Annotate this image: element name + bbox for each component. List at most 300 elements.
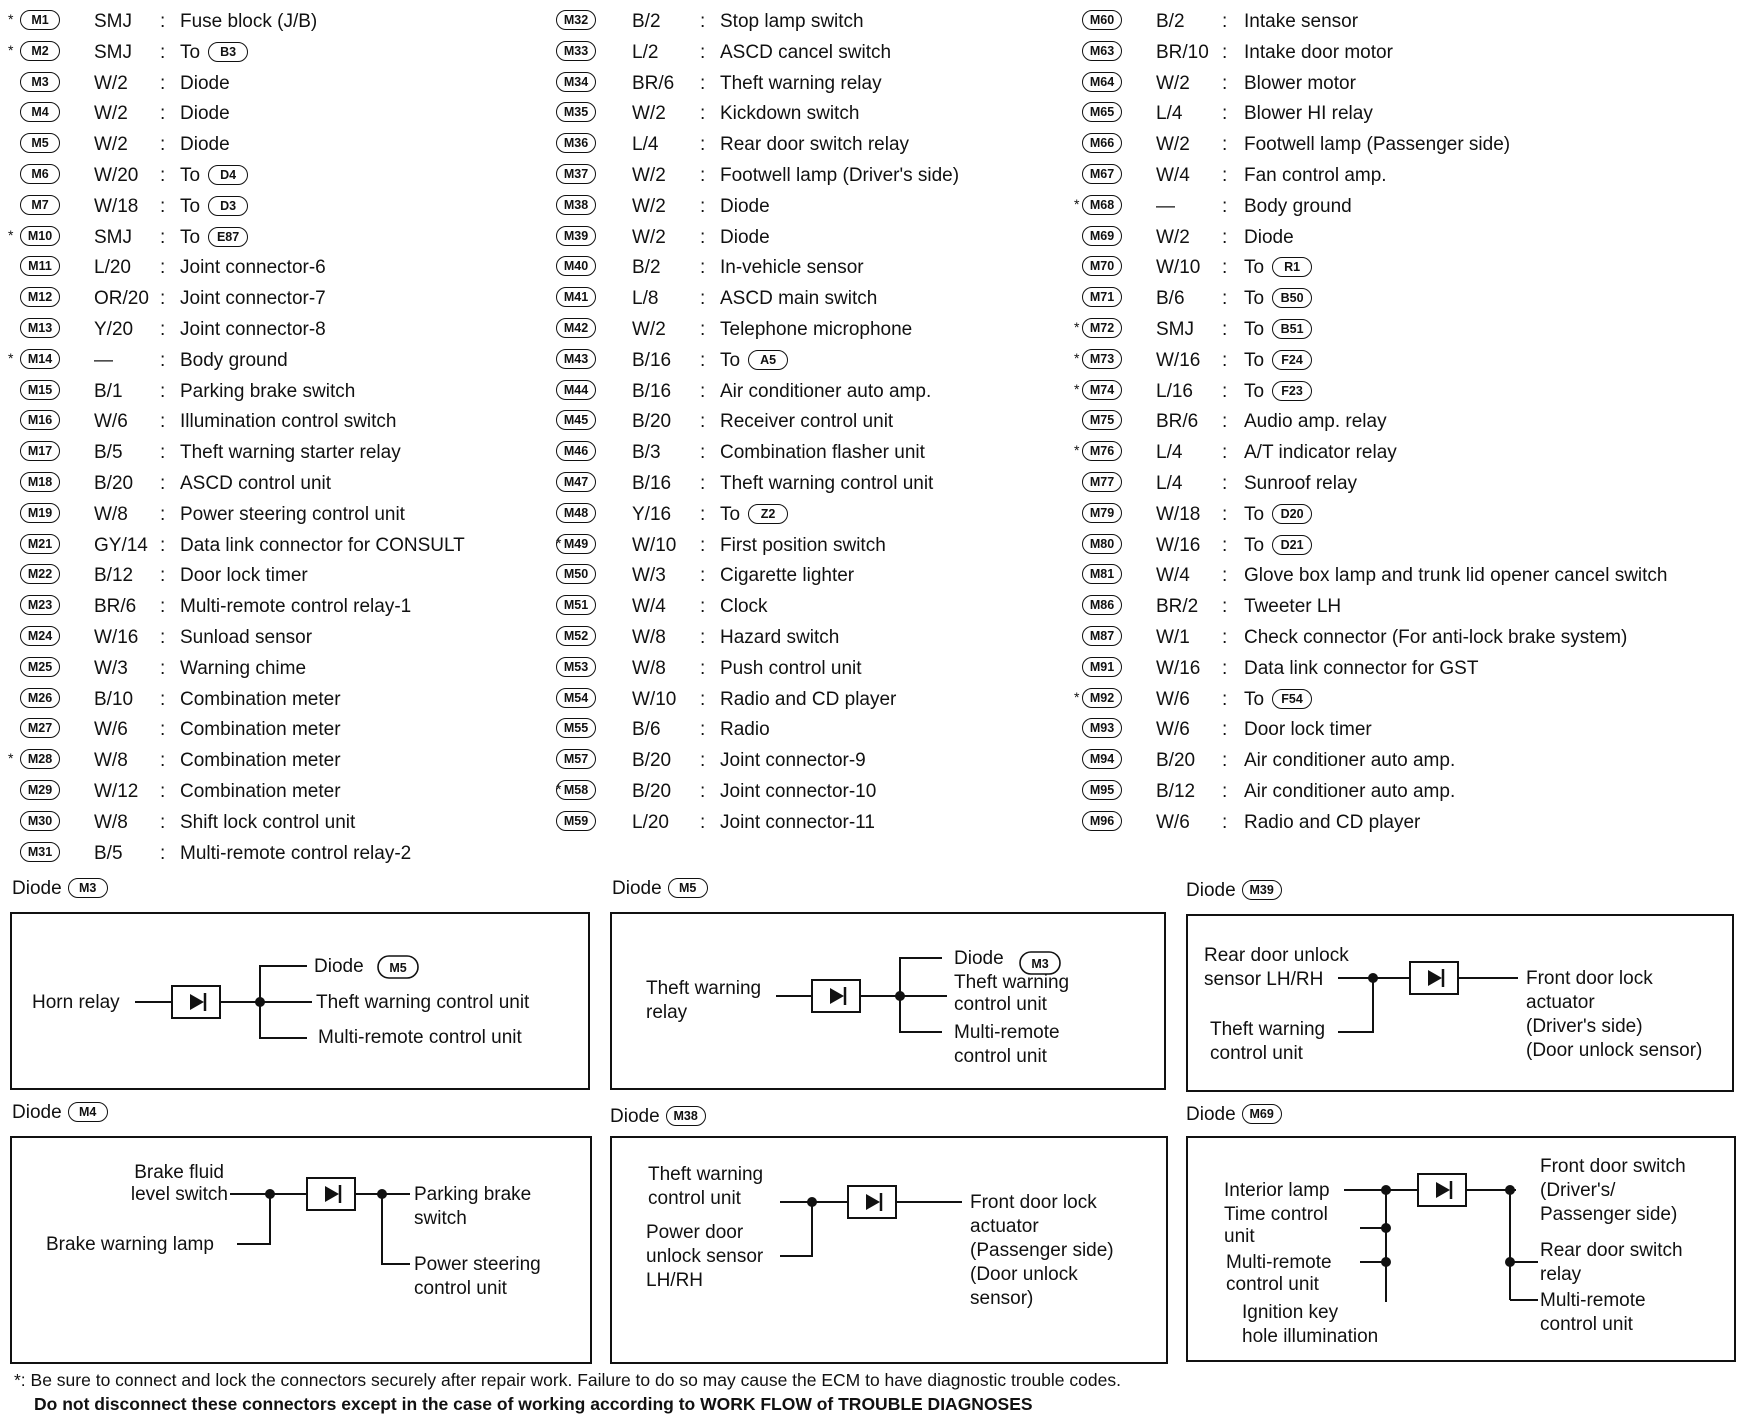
separator-colon: : [700,688,706,710]
connector-description [720,42,891,64]
connector-code: M44 [556,380,596,400]
connector-row [0,37,550,68]
wire-color-pins: Y/20 [94,318,134,340]
wire-color-pins: OR/20 [94,288,149,310]
connector-description [720,689,896,711]
connector-row [1078,591,1738,622]
connector-code: M60 [1082,10,1122,30]
connector-code: M86 [1082,595,1122,615]
connector-row [1074,376,1738,407]
diagram-m39-in1-1: Rear door unlock [1204,945,1349,966]
description-text: To [1244,380,1265,402]
description-text: Joint connector-9 [720,750,866,772]
connector-description [1244,11,1358,33]
description-text: Blower motor [1244,72,1356,94]
description-text: To [720,503,741,525]
connector-description [720,658,862,680]
connector-description [180,627,312,649]
connector-description [720,565,854,587]
wire-color-pins: L/2 [632,41,659,63]
wire-color-pins: B/2 [632,11,661,32]
wire-color-pins: W/6 [94,719,128,741]
description-text: Radio and CD player [720,688,897,710]
connector-row [548,714,1078,745]
wire-color-pins: B/5 [94,842,123,864]
description-text: To [1244,288,1265,310]
separator-colon: : [160,472,166,494]
description-text: Joint connector-11 [720,811,875,833]
separator-colon: : [700,103,706,125]
connector-description [720,627,839,649]
description-text: Combination meter [180,780,341,802]
separator-colon: : [1222,164,1228,186]
wire-color-pins: B/1 [94,380,123,402]
diagram-m5-schematic [612,914,1164,1088]
connector-description [1244,750,1455,772]
separator-colon: : [160,164,166,186]
connector-row [548,530,1078,561]
connector-description [720,11,864,33]
separator-colon: : [1222,688,1228,710]
star-marker: * [8,226,14,243]
connector-description [720,196,770,218]
connector-code: M27 [20,718,60,738]
star-marker: * [1074,380,1080,397]
connector-row [1074,314,1738,345]
connector-description [1244,165,1387,187]
connector-description [180,288,326,310]
connector-row [548,807,1078,838]
target-connector-code: F54 [1272,689,1312,709]
connector-code: M91 [1082,657,1122,677]
connector-code: M34 [556,72,596,92]
connector-row [0,314,550,345]
connector-code: M55 [556,718,596,738]
connector-code: M57 [556,749,596,769]
connector-code: M67 [1082,164,1122,184]
wire-color-pins: W/8 [94,750,128,772]
connector-row [548,745,1078,776]
wire-color-pins: B/20 [632,750,672,772]
description-text: Combination meter [180,688,341,710]
separator-colon: : [1222,257,1228,279]
wire-color-pins: B/16 [632,380,672,402]
connector-row [1074,345,1738,376]
wire-color-pins: W/6 [1156,688,1190,710]
wire-color-pins: W/6 [94,411,128,433]
connector-description [720,227,770,249]
connector-row [1078,807,1738,838]
separator-colon: : [700,534,706,556]
connector-row [0,376,550,407]
separator-colon: : [160,41,166,63]
diagram-m69-in1: Interior lamp [1224,1180,1330,1201]
connector-code: M40 [556,256,596,276]
separator-colon: : [1222,72,1228,94]
wire-color-pins: W/2 [94,134,128,156]
description-text: Diode [720,226,770,248]
connector-description [180,658,306,680]
connector-row [548,191,1078,222]
separator-colon: : [1222,811,1228,833]
description-text: Combination flasher unit [720,442,925,464]
connector-description [1244,350,1312,372]
connector-description [1244,658,1478,680]
separator-colon: : [700,134,706,156]
wire-color-pins: W/4 [1156,565,1190,587]
separator-colon: : [700,164,706,186]
connector-code: M59 [556,811,596,831]
description-text: Theft warning starter relay [180,442,401,464]
diagram-m69-in2-1: Time control [1224,1204,1328,1225]
connector-row [548,437,1078,468]
separator-colon: : [700,349,706,371]
connector-row [1074,684,1738,715]
connector-description [1244,442,1397,464]
connector-description [1244,227,1294,249]
separator-colon: : [160,688,166,710]
separator-colon: : [1222,503,1228,525]
separator-colon: : [700,811,706,833]
connector-row [1078,776,1738,807]
wire-color-pins: BR/6 [94,596,137,618]
star-marker: * [1074,318,1080,335]
connector-code: M1 [20,10,60,30]
wire-color-pins: BR/10 [1156,41,1209,63]
separator-colon: : [1222,349,1228,371]
connector-code: M95 [1082,780,1122,800]
footnote-line-2: Do not disconnect these connectors except in the case of working according to WORK FLOW of TROUBLE DIAGNOSES [34,1394,1033,1414]
target-connector-code: D3 [208,196,248,216]
description-text: Data link connector for GST [1244,657,1479,679]
diagram-m38-out-5: sensor) [970,1288,1034,1309]
connector-description [1244,42,1393,64]
connector-code: M65 [1082,102,1122,122]
connector-row [548,252,1078,283]
wire-color-pins: W/4 [1156,164,1190,186]
separator-colon: : [1222,565,1228,587]
description-text: Push control unit [720,657,862,679]
connector-row [1078,129,1738,160]
wire-color-pins: L/20 [94,257,131,279]
separator-colon: : [700,442,706,464]
wire-color-pins: W/16 [1156,349,1201,371]
connector-description [1244,812,1420,834]
connector-code: M96 [1082,811,1122,831]
connector-code: M29 [20,780,60,800]
separator-colon: : [160,811,166,833]
description-text: To [1244,257,1265,279]
wire-color-pins: SMJ [94,226,132,248]
separator-colon: : [160,596,166,618]
description-text: To [1244,534,1265,556]
diagram-m69 [1186,1136,1736,1362]
diagram-m69-out2-1: Rear door switch [1540,1240,1683,1261]
star-marker: * [556,534,562,551]
connector-code: M81 [1082,564,1122,584]
connector-row [0,437,550,468]
wire-color-pins: W/2 [632,226,666,248]
connector-code: M45 [556,410,596,430]
separator-colon: : [1222,780,1228,802]
connector-row [1078,252,1738,283]
wire-color-pins: GY/14 [94,534,148,556]
connector-description [1244,596,1341,618]
wire-color-pins: B/16 [632,349,672,371]
separator-colon: : [160,780,166,802]
diagram-m38-in1-2: control unit [648,1188,741,1209]
wire-color-pins: W/4 [632,596,666,618]
connector-description [180,473,331,495]
wire-color-pins: B/6 [632,719,661,741]
wire-color-pins: BR/6 [632,72,675,94]
diagram-m39-in2-2: control unit [1210,1043,1303,1064]
description-text: To [180,41,201,63]
description-text: To [1244,349,1265,371]
connector-code: M2 [20,41,60,61]
diagram-m5-out3-1: Multi-remote [954,1022,1060,1043]
connector-description [720,350,788,372]
description-text: Diode [180,72,230,94]
connector-description [180,319,326,341]
description-text: Parking brake switch [180,380,356,402]
connector-description [1244,319,1312,341]
separator-colon: : [700,411,706,433]
connector-row [1078,68,1738,99]
wire-color-pins: B/5 [94,442,123,464]
description-text: In-vehicle sensor [720,257,864,279]
connector-description [180,596,411,618]
connector-row [548,468,1078,499]
star-marker: * [1074,195,1080,212]
connector-description [180,781,341,803]
target-connector-code: D21 [1272,535,1312,555]
connector-description [720,750,866,772]
star-marker: * [8,41,14,58]
connector-code: M15 [20,380,60,400]
description-text: Rear door switch relay [720,134,910,156]
connector-description [720,257,864,279]
connector-code: M24 [20,626,60,646]
diagram-m5-out2-1: Theft warning [954,972,1070,993]
connector-row [548,283,1078,314]
diagram-m69-schematic [1188,1138,1734,1360]
connector-row [1078,499,1738,530]
connector-code: M94 [1082,749,1122,769]
wire-color-pins: B/20 [94,472,134,494]
connector-code: M12 [20,287,60,307]
connector-description [180,565,308,587]
separator-colon: : [1222,11,1228,32]
description-text: Fan control amp. [1244,164,1387,186]
description-text: First position switch [720,534,886,556]
wire-color-pins: B/3 [632,442,661,464]
description-text: To [180,226,201,248]
target-connector-code: E87 [208,227,248,247]
connector-description [180,196,248,218]
diagram-m69-out1-1: Front door switch [1540,1156,1686,1177]
separator-colon: : [160,288,166,310]
connector-row [1078,653,1738,684]
diagram-m3-out1: Diode [314,956,364,977]
diagram-m38-out-4: (Door unlock [970,1264,1078,1285]
connector-description [1244,411,1387,433]
connector-code: M3 [20,72,60,92]
description-text: Intake door motor [1244,41,1393,63]
separator-colon: : [700,657,706,679]
connector-description [1244,73,1356,95]
connector-code: M47 [556,472,596,492]
connector-row [1078,160,1738,191]
description-text: Illumination control switch [180,411,397,433]
connector-description [180,812,355,834]
connector-code: M13 [20,318,60,338]
separator-colon: : [1222,657,1228,679]
connector-code: M58 [556,780,596,800]
connector-code: M48 [556,503,596,523]
connector-row [548,314,1078,345]
connector-row [0,807,550,838]
wire-color-pins: B/20 [632,411,672,433]
description-text: Multi-remote control relay-1 [180,596,412,618]
connector-code: M17 [20,441,60,461]
star-marker: * [556,780,562,797]
wire-color-pins: L/20 [632,811,669,833]
wire-color-pins: BR/6 [1156,411,1199,433]
diagram-m5-out1-code: M3 [1031,957,1049,971]
connector-row [0,345,550,376]
wire-color-pins: W/20 [94,164,139,186]
connector-row [548,406,1078,437]
separator-colon: : [160,503,166,525]
separator-colon: : [160,103,166,125]
target-connector-code: F23 [1272,381,1312,401]
description-text: Air conditioner auto amp. [720,380,932,402]
wire-color-pins: W/16 [94,626,139,648]
wire-color-pins: B/20 [1156,750,1196,772]
wire-color-pins: W/8 [94,811,128,833]
connector-description [1244,504,1312,526]
description-text: Joint connector-8 [180,318,326,340]
separator-colon: : [160,411,166,433]
description-text: ASCD control unit [180,472,332,494]
description-text: Joint connector-6 [180,257,326,279]
wire-color-pins: B/10 [94,688,134,710]
diagram-m69-in4-2: hole illumination [1242,1326,1379,1347]
connector-row [0,838,550,869]
separator-colon: : [700,226,706,248]
connector-description [1244,196,1352,218]
connector-description [720,288,877,310]
connector-description [720,596,768,618]
wire-color-pins: W/6 [1156,719,1190,741]
description-text: To [720,349,741,371]
connector-description [180,381,355,403]
wire-color-pins: W/2 [1156,72,1190,94]
connector-code: M77 [1082,472,1122,492]
connector-description [720,781,876,803]
connector-description [720,134,909,156]
separator-colon: : [1222,442,1228,464]
connector-code: M5 [20,133,60,153]
wire-color-pins: W/16 [1156,657,1201,679]
diagram-m38-schematic [612,1138,1166,1362]
connector-code: M41 [556,287,596,307]
wire-color-pins: — [94,349,113,371]
connector-row [1078,37,1738,68]
separator-colon: : [160,11,166,32]
target-connector-code: B51 [1272,319,1312,339]
separator-colon: : [700,318,706,340]
separator-colon: : [160,657,166,679]
connector-code: M66 [1082,133,1122,153]
connector-code: M14 [20,349,60,369]
connector-description [1244,288,1312,310]
wire-color-pins: — [1156,195,1175,217]
wire-color-pins: Y/16 [632,503,672,525]
connector-description [1244,627,1627,649]
connector-code: M35 [556,102,596,122]
connector-row [548,622,1078,653]
diagram-m5-input-2: relay [646,1002,688,1023]
wire-color-pins: B/2 [632,257,661,279]
description-text: Footwell lamp (Driver's side) [720,164,960,186]
target-connector-code: F24 [1272,350,1312,370]
diagram-m39-out-2: actuator [1526,992,1595,1013]
description-text: Audio amp. relay [1244,411,1387,433]
connector-row [0,98,550,129]
connector-description [720,319,912,341]
connector-description [1244,257,1312,279]
diagram-m4 [10,1136,592,1364]
diagram-m38-out-3: (Passenger side) [970,1240,1114,1261]
connector-row [0,222,550,253]
description-text: To [1244,318,1265,340]
description-text: Power steering control unit [180,503,405,525]
connector-description [180,504,405,526]
description-text: Tweeter LH [1244,596,1342,618]
separator-colon: : [700,780,706,802]
separator-colon: : [700,472,706,494]
connector-code: M25 [20,657,60,677]
connector-code: M46 [556,441,596,461]
separator-colon: : [1222,288,1228,310]
diagram-m69-in4-1: Ignition key [1242,1302,1339,1323]
description-text: Diode [180,103,230,125]
separator-colon: : [1222,195,1228,217]
diagram-m39-out-1: Front door lock [1526,968,1653,989]
separator-colon: : [160,318,166,340]
connector-row [1074,191,1738,222]
connector-row [0,530,550,561]
wire-color-pins: B/2 [1156,11,1185,32]
separator-colon: : [160,226,166,248]
connector-code: M92 [1082,688,1122,708]
description-text: ASCD main switch [720,288,878,310]
description-text: Warning chime [180,657,307,679]
wire-color-pins: L/4 [632,134,659,156]
description-text: Sunload sensor [180,626,313,648]
wire-color-pins: L/8 [632,288,659,310]
connector-code: M93 [1082,718,1122,738]
description-text: ASCD cancel switch [720,41,892,63]
connector-code: M64 [1082,72,1122,92]
connector-code: M54 [556,688,596,708]
description-text: Combination meter [180,750,341,772]
connector-row [1078,468,1738,499]
connector-row [1078,622,1738,653]
connector-row [548,6,1078,37]
